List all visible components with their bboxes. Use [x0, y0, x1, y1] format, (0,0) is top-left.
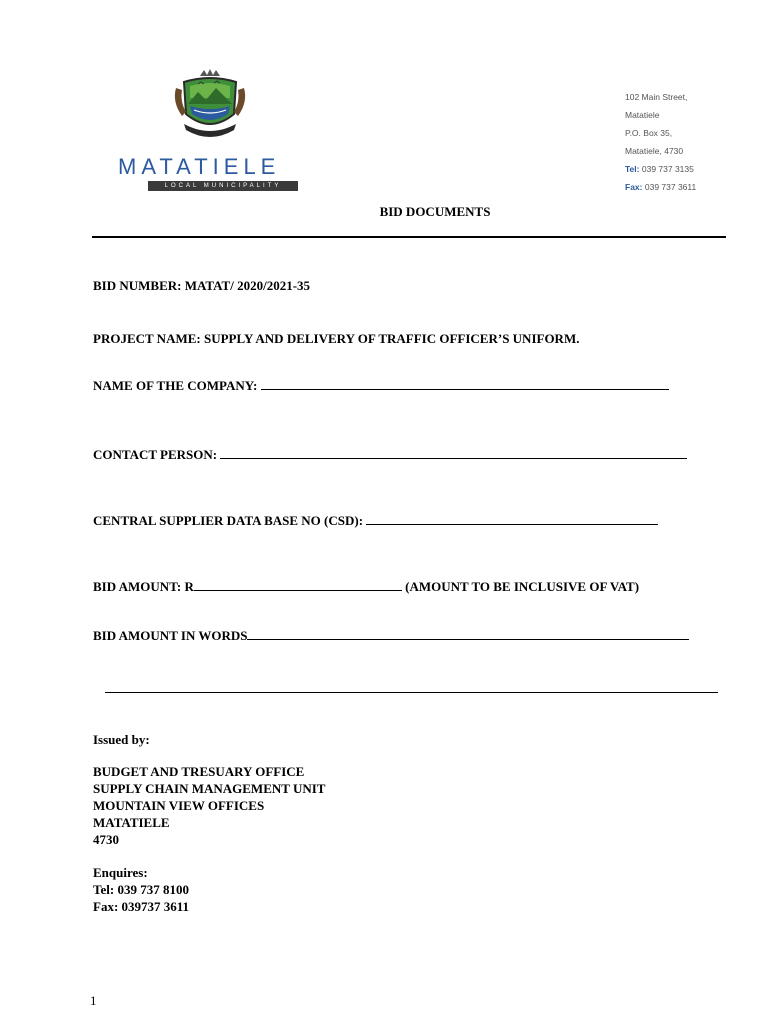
bid-amount-words-continuation-line[interactable] — [105, 692, 718, 693]
title-divider — [92, 236, 726, 238]
bid-number: BID NUMBER: MATAT/ 2020/2021-35 — [93, 278, 311, 293]
logo-wordmark: MATATIELE — [118, 154, 281, 179]
company-name-label: NAME OF THE COMPANY: — [93, 378, 258, 393]
enquiries-tel: Tel: 039 737 8100 — [93, 882, 189, 897]
enquiries-label: Enquires: — [93, 865, 148, 880]
fax-label: Fax: — [625, 182, 643, 192]
letterhead-address — [625, 88, 696, 196]
address-tel — [625, 160, 696, 178]
bid-amount-note: (AMOUNT TO BE INCLUSIVE OF VAT) — [405, 579, 640, 594]
csd-label: CENTRAL SUPPLIER DATA BASE NO (CSD): — [93, 513, 364, 528]
address-line: Matatiele — [625, 110, 660, 120]
logo-subtext: LOCAL MUNICIPALITY — [148, 181, 298, 191]
enquiries-fax: Fax: 039737 3611 — [93, 899, 190, 914]
address-line: Matatiele, 4730 — [625, 146, 684, 156]
fax-value: 039 737 3611 — [644, 182, 697, 192]
contact-person-row — [93, 446, 687, 463]
municipality-logo — [118, 68, 300, 190]
bid-amount-field[interactable] — [194, 578, 402, 591]
address-fax — [625, 178, 696, 196]
issued-by-label: Issued by: — [93, 732, 150, 747]
company-name-row — [93, 377, 669, 394]
page-number: 1 — [90, 993, 97, 1008]
issued-by-line: 4730 — [93, 832, 119, 847]
company-name-field[interactable] — [261, 377, 669, 390]
contact-person-field[interactable] — [220, 446, 687, 459]
tel-label: Tel: — [625, 164, 640, 174]
bid-amount-row — [93, 578, 639, 595]
enquiries — [93, 864, 189, 915]
issued-by-line: SUPPLY CHAIN MANAGEMENT UNIT — [93, 781, 326, 796]
crest-icon — [170, 68, 250, 144]
issued-by-line: MATATIELE — [93, 815, 170, 830]
issued-by-line: MOUNTAIN VIEW OFFICES — [93, 798, 265, 813]
issued-by-address — [93, 763, 325, 848]
bid-amount-words-row — [93, 627, 689, 644]
address-line: 102 Main Street, — [625, 92, 688, 102]
csd-field[interactable] — [366, 512, 658, 525]
project-name: PROJECT NAME: SUPPLY AND DELIVERY OF TRAFFIC OFFICER’S UNIFORM. — [93, 331, 580, 346]
csd-row — [93, 512, 658, 529]
bid-amount-words-field[interactable] — [247, 627, 689, 640]
contact-person-label: CONTACT PERSON: — [93, 447, 218, 462]
bid-amount-words-label: BID AMOUNT IN WORDS — [93, 628, 248, 643]
tel-value: 039 737 3135 — [641, 164, 694, 174]
bid-amount-label: BID AMOUNT: R — [93, 579, 194, 594]
issued-by-line: BUDGET AND TRESUARY OFFICE — [93, 764, 305, 779]
address-line: P.O. Box 35, — [625, 128, 673, 138]
document-title: BID DOCUMENTS — [379, 204, 491, 219]
